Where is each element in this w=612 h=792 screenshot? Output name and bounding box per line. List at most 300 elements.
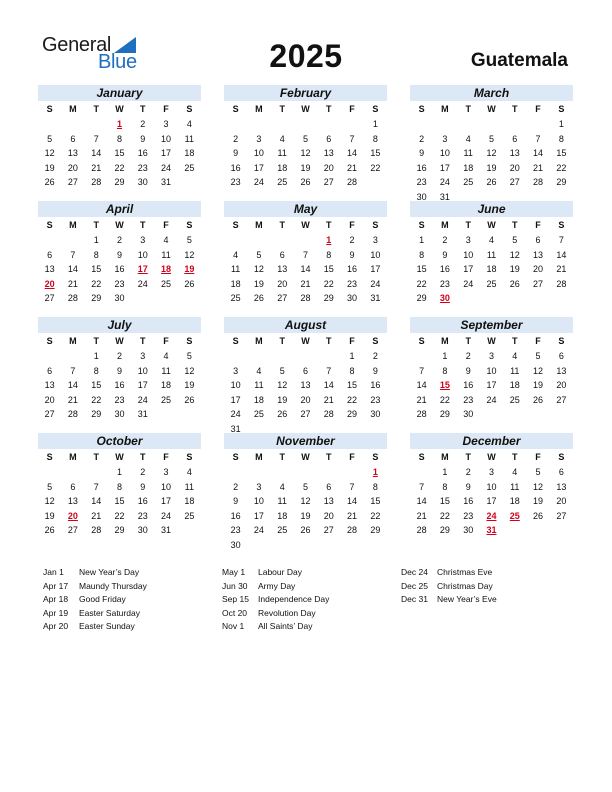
weekday-label: S bbox=[372, 220, 379, 230]
empty-day-cell bbox=[480, 407, 503, 422]
holiday-name: New Year’s Eve bbox=[437, 594, 497, 604]
holiday-day-cell: 30 bbox=[439, 293, 450, 303]
day-cell: 27 bbox=[300, 409, 311, 419]
month-title: May bbox=[224, 201, 387, 217]
day-cell: 21 bbox=[67, 278, 78, 289]
holiday-name: Maundy Thursday bbox=[79, 580, 147, 591]
day-cell: 26 bbox=[300, 177, 311, 187]
day-cell: 13 bbox=[300, 380, 311, 390]
day-cell: 5 bbox=[535, 351, 541, 361]
empty-day-cell bbox=[61, 465, 84, 480]
day-cell: 11 bbox=[230, 264, 241, 274]
day-cell: 1 bbox=[93, 351, 99, 361]
empty-day-cell bbox=[526, 291, 549, 306]
empty-day-cell bbox=[85, 465, 108, 480]
day-cell: 14 bbox=[91, 496, 102, 506]
weekday-label: F bbox=[163, 336, 169, 346]
weekday-label: F bbox=[349, 336, 355, 346]
empty-day-cell bbox=[38, 233, 61, 248]
weekday-label: M bbox=[441, 104, 449, 114]
weekday-label: T bbox=[93, 452, 99, 462]
day-cell: 6 bbox=[70, 481, 76, 492]
day-cell: 5 bbox=[512, 235, 518, 245]
empty-day-cell bbox=[433, 117, 456, 132]
weekday-header bbox=[38, 219, 201, 232]
empty-day-cell bbox=[131, 291, 154, 306]
day-cell: 5 bbox=[488, 133, 494, 144]
empty-day-cell bbox=[294, 465, 317, 480]
day-cell: 27 bbox=[323, 177, 334, 187]
day-cell: 7 bbox=[93, 133, 99, 144]
day-cell: 26 bbox=[253, 293, 264, 303]
day-cell: 26 bbox=[277, 409, 288, 419]
empty-day-cell bbox=[154, 291, 177, 306]
holiday-day-cell: 31 bbox=[486, 525, 497, 535]
empty-day-cell bbox=[550, 523, 573, 538]
day-cell: 11 bbox=[184, 133, 194, 144]
week-row bbox=[224, 146, 387, 161]
day-cell: 3 bbox=[140, 351, 146, 361]
day-cell: 12 bbox=[533, 365, 544, 376]
day-cell: 9 bbox=[372, 365, 378, 376]
day-cell: 13 bbox=[556, 481, 567, 492]
holiday-day-cell: 1 bbox=[372, 467, 378, 477]
day-cell: 27 bbox=[556, 510, 567, 521]
day-cell: 8 bbox=[372, 133, 378, 144]
day-cell: 28 bbox=[416, 525, 427, 535]
weekday-label: T bbox=[465, 220, 471, 230]
weekday-label: W bbox=[487, 104, 496, 114]
weekday-label: W bbox=[115, 104, 124, 114]
holiday-name: Christmas Day bbox=[437, 580, 493, 591]
weekday-label: S bbox=[186, 104, 193, 114]
day-cell: 2 bbox=[465, 351, 471, 361]
day-cell: 24 bbox=[253, 525, 264, 535]
day-cell: 3 bbox=[233, 365, 239, 376]
day-cell: 15 bbox=[114, 148, 125, 158]
weekday-label: M bbox=[255, 104, 263, 114]
holiday-name: Independence Day bbox=[258, 594, 330, 604]
day-cell: 13 bbox=[44, 264, 55, 274]
day-cell: 10 bbox=[161, 133, 172, 144]
holiday-date: Sep 15 bbox=[222, 594, 249, 604]
empty-day-cell bbox=[224, 349, 247, 364]
day-cell: 23 bbox=[137, 162, 148, 173]
weekday-label: M bbox=[441, 336, 449, 346]
day-cell: 6 bbox=[558, 351, 564, 361]
week-row bbox=[38, 364, 201, 379]
day-cell: 14 bbox=[323, 380, 334, 390]
weekday-label: S bbox=[186, 220, 193, 230]
holiday-name: Labour Day bbox=[258, 567, 302, 577]
day-cell: 25 bbox=[509, 394, 520, 405]
day-cell: 3 bbox=[140, 235, 146, 245]
weekday-label: S bbox=[558, 336, 565, 346]
day-cell: 12 bbox=[184, 365, 195, 376]
day-cell: 20 bbox=[533, 264, 544, 274]
day-cell: 21 bbox=[556, 264, 567, 274]
day-cell: 26 bbox=[184, 394, 195, 405]
day-cell: 10 bbox=[486, 365, 497, 376]
day-cell: 18 bbox=[463, 162, 474, 173]
day-cell: 18 bbox=[184, 148, 195, 158]
day-cell: 16 bbox=[137, 496, 148, 506]
weekday-header bbox=[38, 335, 201, 348]
empty-day-cell bbox=[271, 117, 294, 132]
country-name: Guatemala bbox=[470, 50, 568, 71]
weekday-label: M bbox=[441, 452, 449, 462]
weekday-label: F bbox=[163, 220, 169, 230]
holiday-entry bbox=[43, 593, 147, 607]
day-cell: 10 bbox=[137, 249, 148, 260]
day-cell: 30 bbox=[114, 293, 125, 303]
week-row bbox=[38, 161, 201, 176]
day-cell: 29 bbox=[439, 525, 450, 535]
day-cell: 22 bbox=[556, 162, 567, 173]
month-june bbox=[410, 201, 573, 306]
day-cell: 25 bbox=[161, 394, 172, 405]
day-cell: 6 bbox=[558, 467, 564, 477]
day-cell: 22 bbox=[370, 510, 381, 521]
day-cell: 22 bbox=[114, 162, 125, 173]
holiday-name: Revolution Day bbox=[258, 607, 316, 618]
day-cell: 9 bbox=[233, 148, 239, 158]
day-cell: 28 bbox=[300, 293, 311, 303]
month-april bbox=[38, 201, 201, 306]
weekday-label: S bbox=[186, 452, 193, 462]
empty-day-cell bbox=[550, 407, 573, 422]
day-cell: 17 bbox=[463, 264, 474, 274]
holiday-date: Jun 30 bbox=[222, 580, 248, 591]
day-cell: 27 bbox=[67, 525, 78, 535]
week-row bbox=[410, 378, 573, 393]
weekday-label: M bbox=[69, 452, 77, 462]
week-row bbox=[224, 465, 387, 480]
holiday-day-cell: 15 bbox=[439, 380, 450, 390]
day-cell: 2 bbox=[442, 235, 448, 245]
day-cell: 28 bbox=[67, 293, 78, 303]
day-cell: 19 bbox=[486, 162, 497, 173]
weekday-label: S bbox=[232, 452, 239, 462]
day-cell: 29 bbox=[439, 409, 450, 419]
day-cell: 24 bbox=[463, 278, 474, 289]
day-cell: 27 bbox=[44, 409, 55, 419]
day-cell: 9 bbox=[419, 148, 425, 158]
weekday-label: T bbox=[326, 104, 332, 114]
weekday-label: W bbox=[487, 336, 496, 346]
weekday-header bbox=[410, 335, 573, 348]
month-november bbox=[224, 433, 387, 552]
day-cell: 11 bbox=[486, 249, 497, 260]
day-cell: 27 bbox=[509, 177, 520, 187]
day-cell: 5 bbox=[279, 365, 285, 376]
day-cell: 7 bbox=[326, 365, 332, 376]
week-row bbox=[224, 480, 387, 495]
day-cell: 24 bbox=[161, 162, 172, 173]
month-title: July bbox=[38, 317, 201, 333]
week-row bbox=[224, 291, 387, 306]
day-cell: 7 bbox=[535, 133, 541, 144]
empty-day-cell bbox=[38, 117, 61, 132]
empty-day-cell bbox=[317, 465, 340, 480]
week-row bbox=[410, 146, 573, 161]
day-cell: 11 bbox=[277, 148, 287, 158]
holiday-day-cell: 1 bbox=[326, 235, 332, 245]
week-row bbox=[410, 233, 573, 248]
weekday-label: W bbox=[115, 336, 124, 346]
holiday-name: New Year’s Day bbox=[79, 567, 140, 577]
empty-day-cell bbox=[247, 117, 270, 132]
month-february bbox=[224, 85, 387, 190]
day-cell: 13 bbox=[323, 148, 334, 158]
day-cell: 3 bbox=[372, 235, 378, 245]
day-cell: 13 bbox=[533, 249, 544, 260]
day-cell: 14 bbox=[347, 148, 358, 158]
day-cell: 28 bbox=[91, 525, 102, 535]
day-cell: 8 bbox=[93, 365, 99, 376]
day-cell: 4 bbox=[279, 481, 285, 492]
day-cell: 27 bbox=[323, 525, 334, 535]
day-cell: 30 bbox=[347, 293, 358, 303]
week-row bbox=[38, 407, 201, 422]
month-march bbox=[410, 85, 573, 204]
empty-day-cell bbox=[364, 175, 387, 190]
empty-day-cell bbox=[271, 465, 294, 480]
empty-day-cell bbox=[224, 233, 247, 248]
weekday-header bbox=[38, 103, 201, 116]
day-cell: 17 bbox=[370, 264, 381, 274]
day-cell: 29 bbox=[323, 293, 334, 303]
week-row bbox=[224, 393, 387, 408]
weekday-label: W bbox=[301, 104, 310, 114]
weekday-label: F bbox=[349, 104, 355, 114]
day-cell: 14 bbox=[416, 496, 427, 506]
empty-day-cell bbox=[364, 538, 387, 553]
day-cell: 8 bbox=[558, 133, 564, 144]
weekday-header bbox=[38, 451, 201, 464]
holiday-entry bbox=[222, 593, 329, 607]
day-cell: 21 bbox=[323, 394, 334, 405]
day-cell: 12 bbox=[486, 148, 497, 158]
day-cell: 10 bbox=[370, 249, 381, 260]
day-cell: 26 bbox=[486, 177, 497, 187]
day-cell: 18 bbox=[184, 496, 195, 506]
empty-day-cell bbox=[247, 233, 270, 248]
day-cell: 28 bbox=[67, 409, 78, 419]
day-cell: 31 bbox=[161, 177, 172, 187]
day-cell: 4 bbox=[186, 467, 192, 477]
day-cell: 21 bbox=[533, 162, 544, 173]
holiday-date: May 1 bbox=[222, 567, 246, 577]
weekday-label: S bbox=[46, 220, 53, 230]
weekday-label: W bbox=[487, 220, 496, 230]
day-cell: 20 bbox=[67, 162, 78, 173]
day-cell: 5 bbox=[47, 481, 53, 492]
weekday-label: T bbox=[93, 336, 99, 346]
weekday-header bbox=[410, 103, 573, 116]
empty-day-cell bbox=[85, 117, 108, 132]
holiday-name: Christmas Eve bbox=[437, 567, 493, 577]
empty-day-cell bbox=[503, 291, 526, 306]
weekday-label: F bbox=[349, 452, 355, 462]
day-cell: 13 bbox=[323, 496, 334, 506]
month-title: August bbox=[224, 317, 387, 333]
day-cell: 25 bbox=[486, 278, 497, 289]
day-cell: 18 bbox=[486, 264, 497, 274]
day-cell: 24 bbox=[253, 177, 264, 187]
week-row bbox=[224, 132, 387, 147]
empty-day-cell bbox=[503, 523, 526, 538]
day-cell: 25 bbox=[463, 177, 474, 187]
day-cell: 2 bbox=[233, 481, 239, 492]
day-cell: 21 bbox=[300, 278, 311, 289]
day-cell: 21 bbox=[416, 394, 427, 405]
day-cell: 12 bbox=[533, 481, 544, 492]
day-cell: 20 bbox=[277, 278, 288, 289]
day-cell: 12 bbox=[277, 380, 288, 390]
day-cell: 14 bbox=[91, 148, 102, 158]
day-cell: 31 bbox=[439, 191, 450, 202]
holiday-entry bbox=[222, 566, 329, 580]
weekday-label: T bbox=[512, 220, 518, 230]
day-cell: 25 bbox=[277, 525, 288, 535]
day-cell: 31 bbox=[161, 525, 172, 535]
weekday-label: M bbox=[69, 104, 77, 114]
empty-day-cell bbox=[154, 407, 177, 422]
weekday-label: T bbox=[279, 336, 285, 346]
month-december bbox=[410, 433, 573, 538]
day-cell: 23 bbox=[230, 525, 241, 535]
weekday-label: T bbox=[512, 336, 518, 346]
week-row bbox=[38, 349, 201, 364]
day-cell: 3 bbox=[488, 351, 494, 361]
weekday-label: S bbox=[418, 452, 425, 462]
day-cell: 22 bbox=[439, 394, 450, 405]
logo-text-blue: Blue bbox=[98, 51, 137, 73]
day-cell: 6 bbox=[326, 481, 332, 492]
month-october bbox=[38, 433, 201, 538]
holiday-date: Dec 24 bbox=[401, 567, 428, 577]
day-cell: 12 bbox=[300, 148, 311, 158]
week-row bbox=[38, 248, 201, 263]
day-cell: 29 bbox=[91, 409, 102, 419]
day-cell: 8 bbox=[442, 365, 448, 376]
empty-day-cell bbox=[247, 538, 270, 553]
holiday-name: Army Day bbox=[258, 580, 296, 591]
calendar-year: 2025 bbox=[269, 38, 343, 74]
weekday-label: F bbox=[535, 336, 541, 346]
day-cell: 9 bbox=[140, 133, 146, 144]
day-cell: 14 bbox=[533, 148, 544, 158]
empty-day-cell bbox=[247, 465, 270, 480]
weekday-label: M bbox=[69, 220, 77, 230]
holiday-date: Oct 20 bbox=[222, 607, 248, 618]
day-cell: 22 bbox=[416, 278, 427, 289]
day-cell: 11 bbox=[254, 380, 264, 390]
day-cell: 18 bbox=[277, 162, 288, 173]
holiday-date: Apr 17 bbox=[43, 580, 69, 591]
day-cell: 20 bbox=[509, 162, 520, 173]
day-cell: 2 bbox=[140, 467, 146, 477]
week-row bbox=[410, 407, 573, 422]
day-cell: 27 bbox=[277, 293, 288, 303]
weekday-label: M bbox=[255, 452, 263, 462]
day-cell: 14 bbox=[416, 380, 427, 390]
weekday-header bbox=[410, 219, 573, 232]
day-cell: 29 bbox=[556, 177, 567, 187]
day-cell: 16 bbox=[370, 380, 381, 390]
weekday-label: F bbox=[535, 104, 541, 114]
day-cell: 8 bbox=[326, 249, 332, 260]
weekday-label: T bbox=[93, 104, 99, 114]
week-row bbox=[38, 523, 201, 538]
day-cell: 29 bbox=[114, 177, 125, 187]
weekday-label: W bbox=[115, 220, 124, 230]
holiday-day-cell: 18 bbox=[161, 264, 172, 274]
day-cell: 6 bbox=[47, 249, 53, 260]
empty-day-cell bbox=[480, 291, 503, 306]
day-cell: 11 bbox=[463, 148, 473, 158]
weekday-header bbox=[224, 451, 387, 464]
week-row bbox=[38, 277, 201, 292]
day-cell: 17 bbox=[253, 510, 264, 521]
day-cell: 19 bbox=[509, 264, 520, 274]
week-row bbox=[410, 349, 573, 364]
holiday-name: Good Friday bbox=[79, 594, 126, 604]
day-cell: 20 bbox=[323, 510, 334, 521]
day-cell: 21 bbox=[347, 162, 358, 173]
day-cell: 7 bbox=[558, 235, 564, 245]
day-cell: 29 bbox=[416, 293, 427, 303]
empty-day-cell bbox=[224, 117, 247, 132]
holiday-entry bbox=[401, 566, 497, 580]
day-cell: 12 bbox=[184, 249, 195, 260]
day-cell: 8 bbox=[419, 249, 425, 260]
day-cell: 30 bbox=[137, 525, 148, 535]
week-row bbox=[410, 132, 573, 147]
day-cell: 14 bbox=[347, 496, 358, 506]
day-cell: 21 bbox=[91, 162, 102, 173]
day-cell: 28 bbox=[556, 278, 567, 289]
empty-day-cell bbox=[410, 465, 433, 480]
holiday-entry bbox=[222, 607, 329, 621]
weekday-label: T bbox=[326, 452, 332, 462]
day-cell: 26 bbox=[533, 510, 544, 521]
empty-day-cell bbox=[61, 233, 84, 248]
day-cell: 23 bbox=[137, 510, 148, 521]
day-cell: 27 bbox=[44, 293, 55, 303]
day-cell: 15 bbox=[323, 264, 334, 274]
day-cell: 6 bbox=[512, 133, 518, 144]
day-cell: 26 bbox=[44, 525, 55, 535]
weekday-label: S bbox=[46, 452, 53, 462]
weekday-label: M bbox=[69, 336, 77, 346]
day-cell: 5 bbox=[302, 481, 308, 492]
day-cell: 5 bbox=[47, 133, 53, 144]
day-cell: 23 bbox=[230, 177, 241, 187]
day-cell: 19 bbox=[300, 510, 311, 521]
day-cell: 14 bbox=[556, 249, 567, 260]
day-cell: 21 bbox=[67, 394, 78, 405]
weekday-label: T bbox=[512, 104, 518, 114]
weekday-label: T bbox=[93, 220, 99, 230]
holiday-entry bbox=[43, 580, 147, 594]
weekday-label: T bbox=[140, 452, 146, 462]
holiday-name: Easter Saturday bbox=[79, 607, 140, 618]
day-cell: 15 bbox=[416, 264, 427, 274]
holiday-entry bbox=[401, 580, 497, 594]
empty-day-cell bbox=[410, 349, 433, 364]
